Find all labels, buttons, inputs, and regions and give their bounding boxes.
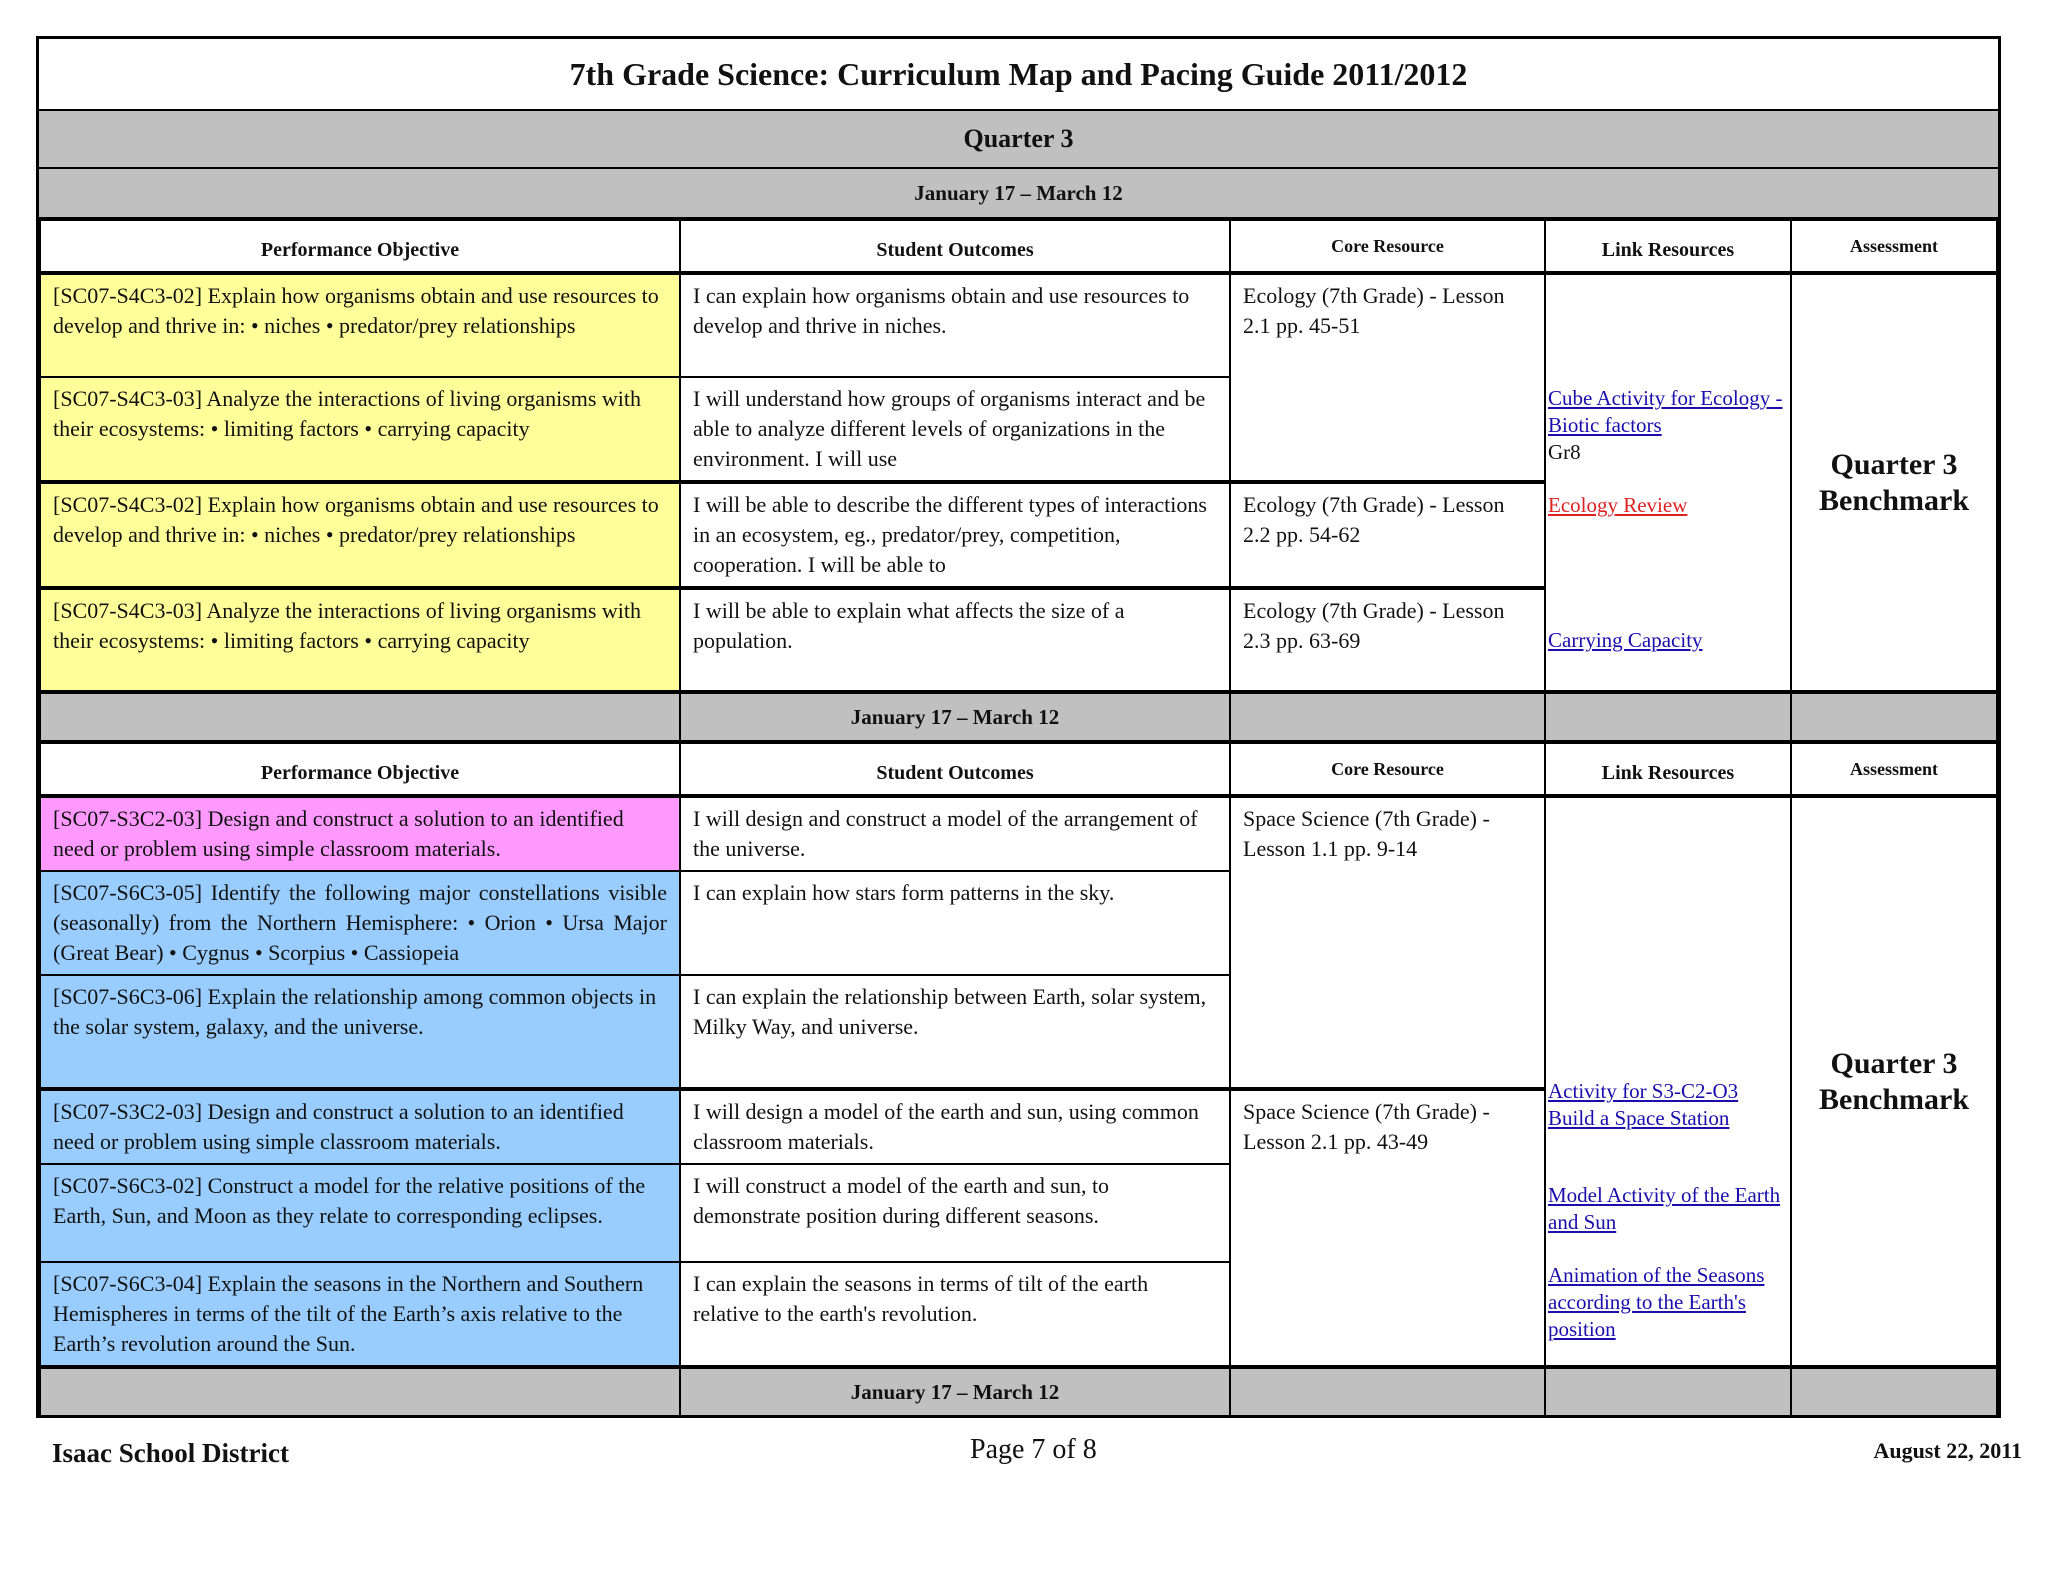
header-student-outcomes: Student Outcomes — [680, 221, 1230, 273]
header-assessment: Assessment — [1791, 221, 1997, 273]
gray-cell — [1230, 692, 1545, 742]
gray-cell — [40, 1367, 680, 1415]
assessment-benchmark: Quarter 3 Benchmark — [1791, 796, 1997, 1367]
objective-cell: [SC07-S3C2-03] Design and construct a solution to an identified need or problem using simple classroom materials. — [40, 1089, 680, 1164]
header-row — [40, 744, 1997, 796]
header-core-resource: Core Resource — [1230, 744, 1545, 796]
quarter-heading: Quarter 3 — [39, 111, 1998, 169]
table-row — [40, 796, 1997, 871]
footer-date: August 22, 2011 — [1873, 1438, 2022, 1463]
objective-cell: [SC07-S6C3-04] Explain the seasons in the Northern and Southern Hemispheres in terms of the tilt of the Earth’s axis relative to the Earth’s revolution around the Sun. — [40, 1262, 680, 1367]
outcome-cell: I will design a model of the earth and sun, using common classroom materials. — [680, 1089, 1230, 1164]
outcome-cell: I can explain the relationship between Earth, solar system, Milky Way, and universe. — [680, 975, 1230, 1089]
link-resources-cell — [1545, 796, 1791, 1367]
link-cube-grade: Gr8 — [1548, 440, 1581, 464]
outcome-text: I will understand how groups of organisms interact and be able to analyze different levels of organizations in the environment. I will use — [693, 386, 1206, 471]
section-space-table — [39, 744, 1998, 1415]
header-performance-objective: Performance Objective — [40, 221, 680, 273]
objective-cell: [SC07-S4C3-02] Explain how organisms obtain and use resources to develop and thrive in: • niches • predator/prey relationships — [40, 482, 680, 588]
document-title: 7th Grade Science: Curriculum Map and Pacing Guide 2011/2012 — [39, 39, 1998, 111]
link-ecology-review[interactable]: Ecology Review — [1548, 493, 1688, 517]
objective-cell: [SC07-S4C3-03] Analyze the interactions of living organisms with their ecosystems: • limiting factors • carrying capacity — [40, 588, 680, 692]
date-divider-row — [40, 1367, 1997, 1415]
core-resource-cell: Ecology (7th Grade) - Lesson 2.1 pp. 45-51 — [1230, 273, 1545, 482]
curriculum-document — [36, 36, 2001, 1418]
outcome-cell: I can explain how organisms obtain and use resources to develop and thrive in niches. — [680, 273, 1230, 377]
link-earth-sun-model[interactable]: Model Activity of the Earth and Sun — [1548, 1183, 1781, 1234]
outcome-cell — [680, 377, 1230, 482]
header-core-resource: Core Resource — [1230, 221, 1545, 273]
link-seasons-animation[interactable]: Animation of the Seasons according to the Earth's position — [1548, 1263, 1765, 1341]
link-resources-cell — [1545, 273, 1791, 692]
header-student-outcomes: Student Outcomes — [680, 744, 1230, 796]
outcome-cell — [680, 482, 1230, 588]
header-link-resources: Link Resources — [1545, 744, 1791, 796]
objective-cell: [SC07-S6C3-05] Identify the following major constellations visible (seasonally) from the Northern Hemisphere: • Orion • Ursa Major (Great Bear) • Cygnus • Scorpius • Cassiopeia — [40, 871, 680, 975]
outcome-cell: I will construct a model of the earth and sun, to demonstrate position during different seasons. — [680, 1164, 1230, 1262]
header-row — [40, 221, 1997, 273]
outcome-cell: I will design and construct a model of the arrangement of the universe. — [680, 796, 1230, 871]
footer-page-number: Page 7 of 8 — [970, 1434, 1097, 1465]
footer-district: Isaac School District — [52, 1438, 289, 1468]
link-carrying-capacity[interactable]: Carrying Capacity — [1548, 628, 1703, 652]
objective-cell: [SC07-S4C3-03] Analyze the interactions of living organisms with their ecosystems: • limiting factors • carrying capacity — [40, 377, 680, 482]
objective-cell: [SC07-S6C3-02] Construct a model for the relative positions of the Earth, Sun, and Moon as they relate to corresponding eclipses. — [40, 1164, 680, 1262]
date-divider-row — [40, 692, 1997, 742]
assessment-benchmark: Quarter 3 Benchmark — [1791, 273, 1997, 692]
gray-cell — [1545, 692, 1791, 742]
core-resource-cell: Space Science (7th Grade) - Lesson 2.1 pp. 43-49 — [1230, 1089, 1545, 1367]
core-resource-cell: Ecology (7th Grade) - Lesson 2.2 pp. 54-62 — [1230, 482, 1545, 588]
header-performance-objective: Performance Objective — [40, 744, 680, 796]
gray-cell — [1791, 1367, 1997, 1415]
core-resource-cell: Ecology (7th Grade) - Lesson 2.3 pp. 63-69 — [1230, 588, 1545, 692]
objective-cell: [SC07-S3C2-03] Design and construct a solution to an identified need or problem using simple classroom materials. — [40, 796, 680, 871]
outcome-cell: I can explain how stars form patterns in the sky. — [680, 871, 1230, 975]
date-divider-label: January 17 – March 12 — [680, 1367, 1230, 1415]
core-resource-cell: Space Science (7th Grade) - Lesson 1.1 pp. 9-14 — [1230, 796, 1545, 1089]
gray-cell — [1230, 1367, 1545, 1415]
objective-cell: [SC07-S4C3-02] Explain how organisms obtain and use resources to develop and thrive in: • niches • predator/prey relationships — [40, 273, 680, 377]
table-row — [40, 273, 1997, 377]
outcome-cell: I can explain the seasons in terms of tilt of the earth relative to the earth's revolution. — [680, 1262, 1230, 1367]
date-range-heading: January 17 – March 12 — [39, 169, 1998, 221]
date-divider-label: January 17 – March 12 — [680, 692, 1230, 742]
header-assessment: Assessment — [1791, 744, 1997, 796]
outcome-cell: I will be able to explain what affects the size of a population. — [680, 588, 1230, 692]
section-ecology-table — [39, 221, 1998, 744]
gray-cell — [40, 692, 680, 742]
gray-cell — [1791, 692, 1997, 742]
header-link-resources: Link Resources — [1545, 221, 1791, 273]
outcome-text: I will be able to describe the different types of interactions in an ecosystem, eg., predator/prey, competition, cooperation. I will be able to — [693, 492, 1207, 577]
link-space-station[interactable]: Activity for S3-C2-O3 Build a Space Station — [1548, 1079, 1739, 1130]
gray-cell — [1545, 1367, 1791, 1415]
objective-cell: [SC07-S6C3-06] Explain the relationship among common objects in the solar system, galaxy, and the universe. — [40, 975, 680, 1089]
link-cube-activity[interactable]: Cube Activity for Ecology - Biotic factors — [1548, 386, 1783, 437]
